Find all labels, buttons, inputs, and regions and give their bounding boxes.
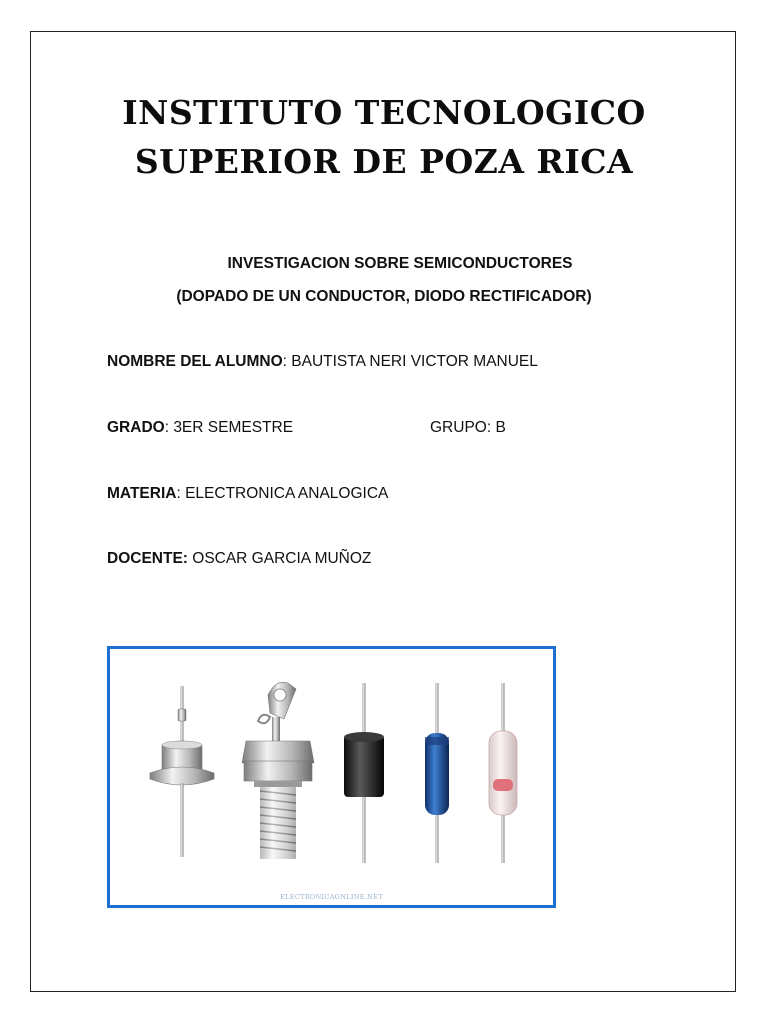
topic-line1: INVESTIGACION SOBRE SEMICONDUCTORES bbox=[227, 255, 573, 272]
subject-label: MATERIA bbox=[107, 485, 177, 502]
figure-watermark: ELECTRONICAONLINE.NET bbox=[280, 893, 383, 901]
subject-field bbox=[107, 485, 388, 503]
teacher-label: DOCENTE: bbox=[107, 550, 188, 567]
black-cylinder-diode-icon bbox=[344, 683, 384, 863]
teacher-field bbox=[107, 550, 371, 568]
student-name-field bbox=[107, 353, 538, 371]
grade-value: : 3ER SEMESTRE bbox=[164, 419, 294, 436]
grade-field bbox=[107, 419, 293, 437]
student-name-label: NOMBRE DEL ALUMNO bbox=[107, 353, 283, 370]
institution-title-line2: SUPERIOR DE POZA RICA bbox=[134, 142, 634, 181]
topic-line2: (DOPADO DE UN CONDUCTOR, DIODO RECTIFICADOR) bbox=[176, 288, 592, 305]
student-name-value: : BAUTISTA NERI VICTOR MANUEL bbox=[282, 353, 538, 370]
group-field: GRUPO: B bbox=[430, 419, 506, 436]
grade-label: GRADO bbox=[107, 419, 165, 436]
stud-cap-diode-icon bbox=[150, 686, 214, 857]
subject-value: : ELECTRONICA ANALOGICA bbox=[176, 485, 389, 502]
blue-axial-diode-icon bbox=[425, 683, 449, 863]
diodes-illustration bbox=[110, 649, 553, 905]
teacher-value: OSCAR GARCIA MUÑOZ bbox=[187, 550, 372, 567]
diodes-figure bbox=[107, 646, 556, 908]
glass-diode-icon bbox=[489, 683, 517, 863]
institution-title-line1: INSTITUTO TECNOLOGICO bbox=[122, 93, 646, 132]
stud-mount-diode-icon bbox=[242, 682, 314, 859]
